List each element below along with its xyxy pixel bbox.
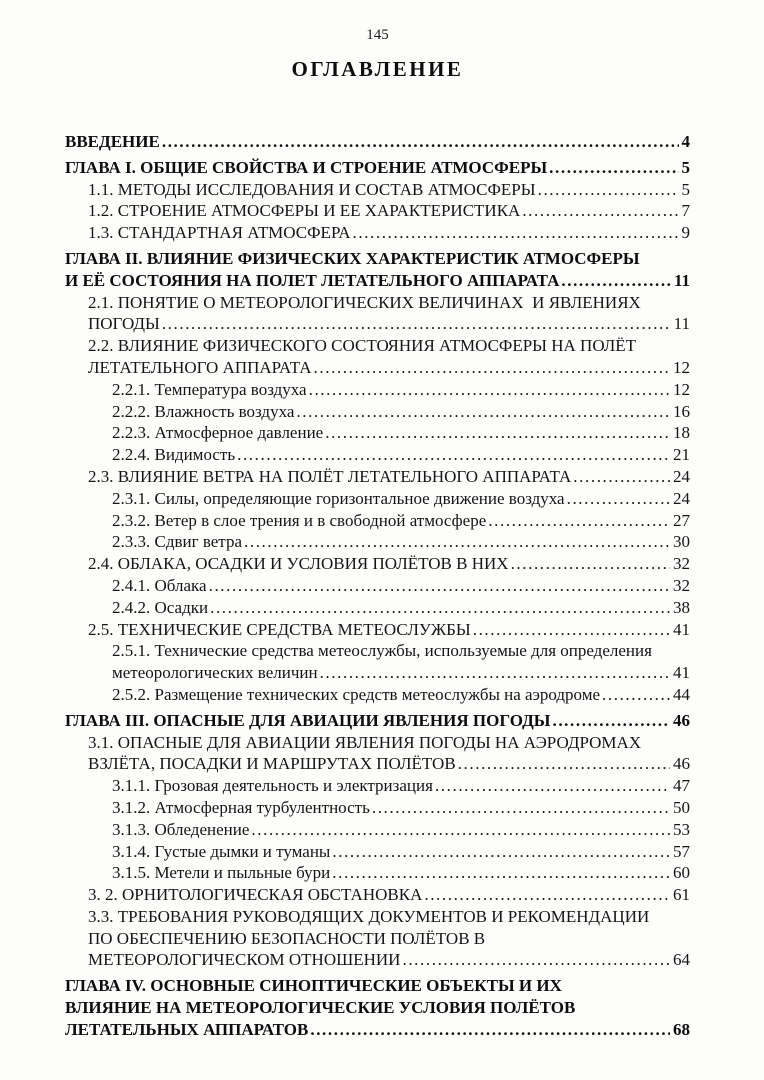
toc-entry-text: ГЛАВА IV. ОСНОВНЫЕ СИНОПТИЧЕСКИЕ ОБЪЕКТЫ И ИХ [65, 976, 562, 996]
toc-line [112, 819, 690, 841]
toc-dot-leader [602, 684, 670, 706]
toc-entry-text: 2.4. ОБЛАКА, ОСАДКИ И УСЛОВИЯ ПОЛЁТОВ В НИХ [88, 554, 509, 574]
toc-page-number: 21 [673, 445, 690, 465]
toc-page-number: 41 [673, 663, 690, 683]
toc-dot-leader [511, 553, 670, 575]
toc-entry [65, 157, 690, 179]
toc-line [88, 357, 690, 379]
toc-line [88, 292, 690, 314]
toc-entry [65, 444, 690, 466]
toc-line [112, 488, 690, 510]
toc-entry-text: 2.3. ВЛИЯНИЕ ВЕТРА НА ПОЛЁТ ЛЕТАТЕЛЬНОГО АППАРАТА [88, 466, 572, 486]
toc-page-number: 61 [673, 885, 690, 905]
toc-entry-text: ПОГОДЫ [88, 314, 160, 334]
toc-entry [65, 200, 690, 222]
toc-dot-leader [162, 313, 671, 335]
toc-line [88, 884, 690, 906]
toc-line [88, 906, 690, 928]
toc-line [88, 949, 690, 971]
toc-entry-text: 1.2. СТРОЕНИЕ АТМОСФЕРЫ И ЕЕ ХАРАКТЕРИСТИКА [88, 201, 521, 221]
toc-line [88, 200, 690, 222]
toc-entry [65, 797, 690, 819]
toc-entry-text: ГЛАВА II. ВЛИЯНИЕ ФИЗИЧЕСКИХ ХАРАКТЕРИСТИК АТМОСФЕРЫ [65, 248, 640, 268]
toc-page-number: 50 [673, 797, 690, 817]
toc-dot-leader [522, 200, 678, 222]
toc-page-number: 53 [673, 819, 690, 839]
toc-entry-text: 3.1.5. Метели и пыльные бури [112, 863, 331, 883]
toc-entry [65, 575, 690, 597]
toc-page-number: 16 [673, 401, 690, 421]
toc-entry [65, 131, 690, 153]
toc-page-number: 4 [681, 132, 690, 151]
toc-entry-text: ГЛАВА III. ОПАСНЫЕ ДЛЯ АВИАЦИИ ЯВЛЕНИЯ ПОГОДЫ [65, 710, 551, 730]
toc-dot-leader [402, 949, 670, 971]
toc-entry [65, 975, 690, 1040]
toc-entry-text: 3. 2. ОРНИТОЛОГИЧЕСКАЯ ОБСТАНОВКА [88, 885, 423, 905]
toc-entry-text: 2.3.3. Сдвиг ветра [112, 532, 242, 552]
toc-entry [65, 292, 690, 336]
toc-entry [65, 775, 690, 797]
toc-page-number: 68 [673, 1019, 690, 1039]
toc-dot-leader [488, 510, 670, 532]
toc-entry-text: ЛЕТАТЕЛЬНОГО АППАРАТА [88, 357, 312, 377]
toc-page-number: 5 [681, 179, 690, 199]
toc-line [65, 1019, 690, 1041]
toc-line [112, 684, 690, 706]
toc-page-number: 12 [673, 357, 690, 377]
toc-line [65, 131, 690, 153]
toc-entry-text: 2.2.1. Температура воздуха [112, 379, 307, 399]
toc-dot-leader [353, 222, 679, 244]
toc-entry [65, 379, 690, 401]
toc-entry-text: ЛЕТАТЕЛЬНЫХ АППАРАТОВ [65, 1019, 309, 1039]
toc-line [65, 975, 690, 997]
toc-line [112, 444, 690, 466]
toc-entry [65, 335, 690, 379]
page-number-header: 145 [366, 27, 389, 43]
toc-dot-leader [332, 841, 670, 863]
toc-entry [65, 597, 690, 619]
toc-entry [65, 884, 690, 906]
toc-page-number: 27 [673, 510, 690, 530]
toc-entry [65, 553, 690, 575]
page-title: ОГЛАВЛЕНИЕ [291, 57, 464, 81]
toc-page-number: 44 [673, 684, 690, 704]
toc-page-number: 9 [681, 223, 690, 243]
toc-dot-leader [162, 131, 679, 153]
toc-entry-text: 2.1. ПОНЯТИЕ О МЕТЕОРОЛОГИЧЕСКИХ ВЕЛИЧИНАХ И ЯВЛЕНИЯХ [88, 292, 641, 312]
toc-line [112, 775, 690, 797]
toc-line [112, 379, 690, 401]
toc-line [112, 575, 690, 597]
toc-entry-text: 2.3.1. Силы, определяющие горизонтальное движение воздуха [112, 488, 565, 508]
toc-dot-leader [309, 379, 670, 401]
toc-entry-text: 2.3.2. Ветер в слое трения и в свободной атмосфере [112, 510, 487, 530]
toc-page-number: 7 [681, 201, 690, 221]
toc-line [112, 401, 690, 423]
toc-dot-leader [573, 466, 670, 488]
toc-page-number: 57 [673, 841, 690, 861]
toc-dot-leader [251, 819, 670, 841]
toc-dot-leader [458, 753, 670, 775]
toc-dot-leader [424, 884, 670, 906]
toc-entry [65, 710, 690, 732]
toc-line [112, 510, 690, 532]
toc-entry-text: 3.1.4. Густые дымки и туманы [112, 841, 331, 861]
toc-page-number: 46 [673, 754, 690, 774]
toc-dot-leader [372, 797, 670, 819]
toc-page-number: 5 [681, 157, 690, 177]
toc-line [88, 466, 690, 488]
toc-page-number: 24 [673, 488, 690, 508]
toc-page-number: 24 [673, 466, 690, 486]
toc-page-number: 11 [673, 314, 690, 334]
toc-entry [65, 510, 690, 532]
toc-page-number: 32 [673, 575, 690, 595]
toc-entry-text: 1.1. МЕТОДЫ ИССЛЕДОВАНИЯ И СОСТАВ АТМОСФЕРЫ [88, 179, 536, 199]
toc-dot-leader [332, 862, 670, 884]
toc-entry-text: МЕТЕОРОЛОГИЧЕСКОМ ОТНОШЕНИИ [88, 950, 401, 970]
toc-dot-leader [435, 775, 670, 797]
toc-line [88, 335, 690, 357]
toc-entry [65, 819, 690, 841]
toc-line [88, 753, 690, 775]
toc-dot-leader [314, 357, 670, 379]
toc-entry [65, 531, 690, 553]
toc-entry-text: 2.4.1. Облака [112, 575, 207, 595]
toc-dot-leader [552, 710, 670, 732]
toc-entry [65, 862, 690, 884]
toc-page-number: 18 [673, 423, 690, 443]
toc-line [112, 797, 690, 819]
toc-dot-leader [561, 270, 671, 292]
toc-entry-text: И ЕЁ СОСТОЯНИЯ НА ПОЛЕТ ЛЕТАТЕЛЬНОГО АППАРАТА [65, 270, 560, 290]
toc-entry-text: ВЗЛЁТА, ПОСАДКИ И МАРШРУТАХ ПОЛЁТОВ [88, 754, 456, 774]
toc-line [112, 422, 690, 444]
toc-line [65, 270, 690, 292]
toc-dot-leader [538, 179, 679, 201]
toc-entry [65, 619, 690, 641]
toc-entry-text: метеорологических величин [112, 663, 318, 683]
toc-dot-leader [567, 488, 670, 510]
toc-entry-text: 2.5.1. Технические средства метеослужбы, используемые для определения [112, 641, 652, 661]
toc-entry-text: ГЛАВА I. ОБЩИЕ СВОЙСТВА И СТРОЕНИЕ АТМОСФЕРЫ [65, 157, 548, 177]
toc-line [88, 928, 690, 950]
toc-entry-text: ПО ОБЕСПЕЧЕНИЮ БЕЗОПАСНОСТИ ПОЛЁТОВ В [88, 928, 486, 948]
toc-page-number: 46 [673, 710, 690, 730]
toc-line [88, 619, 690, 641]
toc-line [65, 710, 690, 732]
toc-entry-text: 2.4.2. Осадки [112, 597, 209, 617]
toc-entry-text: 2.5. ТЕХНИЧЕСКИЕ СРЕДСТВА МЕТЕОСЛУЖБЫ [88, 619, 471, 639]
toc-entry [65, 222, 690, 244]
toc-dot-leader [325, 422, 670, 444]
toc-entry-text: ВВЕДЕНИЕ [65, 132, 160, 151]
toc-page-number: 38 [673, 597, 690, 617]
toc-dot-leader [296, 401, 670, 423]
toc-page-number: 11 [673, 270, 690, 290]
toc-dot-leader [244, 531, 670, 553]
toc-entry-text: 3.1.2. Атмосферная турбулентность [112, 797, 370, 817]
toc-entry-text: ВЛИЯНИЕ НА МЕТЕОРОЛОГИЧЕСКИЕ УСЛОВИЯ ПОЛЁТОВ [65, 998, 576, 1018]
toc-line [88, 313, 690, 335]
toc-page-number: 12 [673, 379, 690, 399]
toc-dot-leader [209, 575, 670, 597]
toc-entry-text: 3.1.3. Обледенение [112, 819, 250, 839]
toc-dot-leader [237, 444, 670, 466]
toc-list [65, 131, 690, 1041]
toc-line [88, 222, 690, 244]
toc-dot-leader [320, 662, 670, 684]
toc-line [88, 553, 690, 575]
toc-dot-leader [549, 157, 678, 179]
toc-entry [65, 179, 690, 201]
toc-entry-text: 2.2.4. Видимость [112, 445, 236, 465]
toc-entry [65, 248, 690, 292]
toc-line [112, 640, 690, 662]
toc-entry [65, 841, 690, 863]
toc-line [112, 662, 690, 684]
toc-entry-text: 2.5.2. Размещение технических средств метеослужбы на аэродроме [112, 684, 601, 704]
toc-entry-text: 3.1. ОПАСНЫЕ ДЛЯ АВИАЦИИ ЯВЛЕНИЯ ПОГОДЫ НА АЭРОДРОМАХ [88, 732, 642, 752]
toc-page-number: 64 [673, 950, 690, 970]
toc-dot-leader [473, 619, 670, 641]
toc-line [112, 531, 690, 553]
toc-entry [65, 640, 690, 684]
toc-entry [65, 466, 690, 488]
toc-page-number: 41 [673, 619, 690, 639]
toc-entry-text: 3.3. ТРЕБОВАНИЯ РУКОВОДЯЩИХ ДОКУМЕНТОВ И РЕКОМЕНДАЦИИ [88, 906, 650, 926]
toc-line [65, 248, 690, 270]
toc-entry [65, 684, 690, 706]
toc-entry-text: 2.2.2. Влажность воздуха [112, 401, 295, 421]
toc-entry-text: 2.2.3. Атмосферное давление [112, 423, 324, 443]
toc-entry [65, 422, 690, 444]
toc-entry-text: 1.3. СТАНДАРТНАЯ АТМОСФЕРА [88, 223, 351, 243]
toc-page-number: 30 [673, 532, 690, 552]
toc-entry-text: 2.2. ВЛИЯНИЕ ФИЗИЧЕСКОГО СОСТОЯНИЯ АТМОСФЕРЫ НА ПОЛЁТ [88, 336, 637, 356]
toc-line [88, 179, 690, 201]
toc-dot-leader [310, 1019, 670, 1041]
toc-line [112, 597, 690, 619]
toc-entry [65, 732, 690, 776]
toc-page-number: 32 [673, 554, 690, 574]
toc-entry-text: 3.1.1. Грозовая деятельность и электризация [112, 776, 433, 796]
toc-line [65, 157, 690, 179]
toc-page-number: 60 [673, 863, 690, 883]
toc-entry [65, 488, 690, 510]
toc-line [65, 997, 690, 1019]
toc-page-number: 47 [673, 776, 690, 796]
toc-entry [65, 401, 690, 423]
toc-line [112, 862, 690, 884]
toc-entry [65, 906, 690, 971]
toc-line [112, 841, 690, 863]
toc-line [88, 732, 690, 754]
toc-dot-leader [210, 597, 670, 619]
